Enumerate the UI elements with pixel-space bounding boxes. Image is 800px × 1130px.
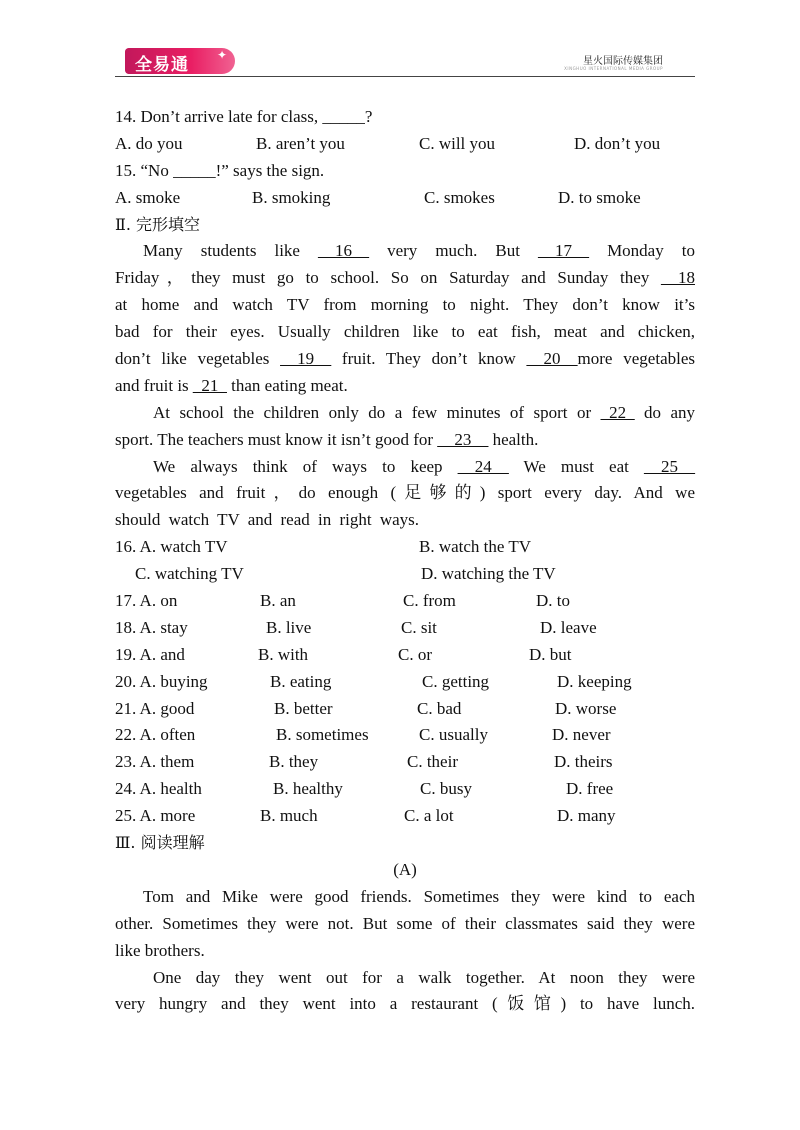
text: We always think of ways to keep (153, 456, 458, 476)
cloze-line (115, 427, 695, 454)
options-row-18 (115, 615, 695, 642)
option-d: D. theirs (554, 752, 613, 772)
cloze-line (115, 454, 695, 481)
option-a: 24. A. health (115, 779, 202, 799)
option-a: 25. A. more (115, 806, 196, 826)
option-c: C. their (407, 752, 458, 772)
text: Monday to (589, 241, 695, 261)
option-c: C. a lot (404, 806, 454, 826)
option-a: 18. A. stay (115, 617, 188, 637)
blank-25: __25__ (644, 456, 695, 476)
options-row-21 (115, 696, 695, 723)
option-a: A. smoke (115, 187, 181, 207)
option-c: C. smokes (424, 187, 495, 207)
option-c: C. will you (419, 133, 496, 153)
option-b: B. aren’t you (256, 133, 345, 153)
cloze-line (115, 238, 695, 265)
cloze-line (115, 373, 695, 400)
blank-24: __24__ (457, 456, 509, 476)
option-b: B. with (258, 644, 309, 664)
text: than eating meat. (226, 375, 348, 395)
text: fruit. They don’t know (331, 349, 527, 369)
blank-17: __17__ (538, 241, 590, 261)
option-d: D. to smoke (558, 187, 641, 207)
option-d: D. watching the TV (421, 564, 556, 584)
option-c: C. bad (417, 698, 462, 718)
option-a: 17. A. on (115, 591, 178, 611)
text: more vegetables (577, 349, 695, 369)
text: do any (634, 402, 695, 422)
option-b: B. better (274, 698, 333, 718)
text: health. (488, 429, 539, 449)
logo-text: 全易通 (135, 55, 189, 75)
cloze-line (115, 400, 695, 427)
text: We must eat (508, 456, 644, 476)
blank-19: __19__ (280, 349, 332, 369)
worksheet-body (115, 104, 695, 1018)
text: At school the children only do a few minutes of sport or (153, 402, 601, 422)
reading-line: Tom and Mike were good friends. Sometimes they were kind to each (143, 886, 695, 906)
option-b: B. live (266, 617, 312, 637)
option-b: B. eating (270, 671, 332, 691)
option-c: C. usually (419, 725, 488, 745)
options-row-16 (115, 534, 695, 561)
option-b: B. much (260, 806, 318, 826)
option-d: D. worse (555, 698, 617, 718)
option-d: D. don’t you (574, 133, 661, 153)
cloze-line: should watch TV and read in right ways. (115, 510, 420, 530)
option-c: C. sit (401, 617, 437, 637)
option-d: D. to (536, 591, 570, 611)
option-d: D. leave (540, 617, 597, 637)
reading-line: One day they went out for a walk together. At noon they were (153, 967, 695, 987)
header-divider (115, 76, 695, 77)
option-c: C. busy (420, 779, 472, 799)
option-a: 22. A. often (115, 725, 196, 745)
options-row-22 (115, 722, 695, 749)
blank-18: __18 (661, 268, 695, 288)
option-b: B. watch the TV (419, 537, 532, 557)
option-c: C. watching TV (135, 564, 244, 584)
text: and fruit is (115, 375, 193, 395)
option-d: D. many (557, 806, 616, 826)
option-a: 23. A. them (115, 752, 195, 772)
option-a: A. do you (115, 133, 183, 153)
options-row-17 (115, 588, 695, 615)
text: Many students like (143, 241, 319, 261)
option-b: B. smoking (252, 187, 331, 207)
option-d: D. keeping (557, 671, 632, 691)
publisher-name: 星火国际传媒集团 (583, 56, 663, 67)
question-15-options (115, 185, 695, 212)
text: don’t like vegetables (115, 349, 281, 369)
cloze-line: at home and watch TV from morning to night. They don’t know it’s (115, 295, 695, 315)
page-header (115, 44, 695, 78)
blank-21: _21_ (192, 375, 227, 395)
cloze-line: bad for their eyes. Usually children like to eat fish, meat and chicken, (115, 322, 695, 342)
text: sport. The teachers must know it isn’t good for (115, 429, 438, 449)
publisher-subtitle: XINGHUO INTERNATIONAL MEDIA GROUP (564, 66, 663, 71)
reading-line: other. Sometimes they were not. But some of their classmates said they were (115, 913, 695, 933)
option-c: C. getting (422, 671, 490, 691)
option-b: B. sometimes (276, 725, 369, 745)
blank-20: __20__ (526, 349, 578, 369)
question-14-options (115, 131, 695, 158)
cloze-line (115, 346, 695, 373)
reading-line: very hungry and they went into a restaurant (饭馆) to have lunch. (115, 994, 695, 1014)
option-d: D. but (529, 644, 572, 664)
section-3-title: Ⅲ. 阅读理解 (115, 833, 205, 853)
text: Friday，they must go to school. So on Saturday and Sunday they (115, 268, 661, 288)
options-row-16-cont (115, 561, 695, 588)
option-d: D. never (552, 725, 611, 745)
passage-label: (A) (393, 859, 417, 879)
options-row-23 (115, 749, 695, 776)
option-a: 16. A. watch TV (115, 537, 228, 557)
section-2-title: Ⅱ. 完形填空 (115, 214, 201, 234)
cloze-line: vegetables and fruit，do enough (足够的) sport every day. And we (115, 483, 695, 503)
options-row-25 (115, 803, 695, 830)
option-a: 19. A. and (115, 644, 185, 664)
blank-16: __16__ (318, 241, 370, 261)
option-c: C. from (403, 591, 456, 611)
logo-star-icon: ✦ (216, 48, 227, 62)
reading-line: like brothers. (115, 940, 205, 960)
blank-23: __23__ (437, 429, 489, 449)
text: very much. But (369, 241, 539, 261)
question-15-stem: 15. “No _____!” says the sign. (115, 160, 325, 180)
option-a: 20. A. buying (115, 671, 208, 691)
options-row-20 (115, 669, 695, 696)
question-14-stem: 14. Don’t arrive late for class, _____? (115, 107, 373, 126)
option-b: B. they (269, 752, 319, 772)
option-d: D. free (566, 779, 614, 799)
brand-logo (125, 48, 235, 74)
option-c: C. or (398, 644, 432, 664)
blank-22: _22_ (600, 402, 635, 422)
options-row-24 (115, 776, 695, 803)
cloze-line (115, 265, 695, 292)
option-b: B. an (260, 591, 296, 611)
option-a: 21. A. good (115, 698, 195, 718)
option-b: B. healthy (273, 779, 343, 799)
options-row-19 (115, 642, 695, 669)
